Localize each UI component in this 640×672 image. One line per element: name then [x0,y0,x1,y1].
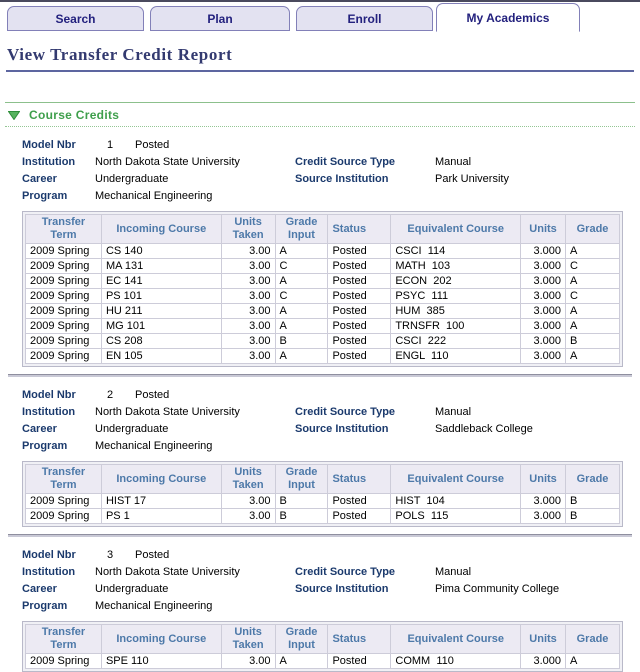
cell: HIST 17 [101,494,221,509]
column-header: Units Taken [221,215,275,244]
column-header: Grade [566,625,620,654]
column-header: Units Taken [221,465,275,494]
cell: CSCI 114 [391,244,521,259]
cell: B [275,494,328,509]
model-posted-status: Posted [135,139,170,151]
cell: 2009 Spring [26,349,102,364]
cell: B [275,509,328,524]
cell: C [566,259,620,274]
institution-label: Institution [22,566,76,578]
table-row [26,654,620,669]
table-row [26,274,620,289]
column-header: Equivalent Course [391,465,521,494]
cell: 2009 Spring [26,654,102,669]
cell: Posted [328,334,391,349]
cell: 3.00 [221,274,275,289]
cell: B [275,334,328,349]
model-posted-status: Posted [135,549,170,561]
cell: Posted [328,319,391,334]
column-header: Incoming Course [101,215,221,244]
program-value: Mechanical Engineering [95,440,213,452]
cell: 3.000 [521,289,566,304]
cell: A [275,654,328,669]
cell: ENGL 110 [391,349,521,364]
cell: 3.00 [221,304,275,319]
cell: PS 101 [101,289,221,304]
tab-bar [0,2,640,32]
transfer-grid-2 [25,464,620,524]
cell: A [566,319,620,334]
model-nbr-label: Model Nbr [22,549,76,561]
cell: 2009 Spring [26,259,102,274]
cell: C [566,289,620,304]
career-value: Undergraduate [95,583,169,595]
cell: Posted [328,349,391,364]
cell: 2009 Spring [26,274,102,289]
cell: 2009 Spring [26,494,102,509]
transfer-grid-3 [25,624,620,669]
career-label: Career [22,173,57,185]
cell: A [275,274,328,289]
section-divider [8,534,632,538]
column-header: Status [328,465,391,494]
tab-label: Search [55,11,96,26]
cell: HIST 104 [391,494,521,509]
cell: Posted [328,289,391,304]
tab-label: Plan [207,11,233,26]
cell: 2009 Spring [26,334,102,349]
model-summary-2 [22,387,640,455]
cell: CS 208 [101,334,221,349]
cell: 3.000 [521,509,566,524]
cell: 3.00 [221,349,275,364]
cell: 3.000 [521,244,566,259]
cell: 3.000 [521,259,566,274]
cell: 3.00 [221,319,275,334]
cell: Posted [328,494,391,509]
credit-source-type-value: Manual [435,406,472,418]
column-header: Units [521,625,566,654]
tab-search[interactable] [7,6,144,31]
source-institution-value: Pima Community College [435,583,560,595]
model-nbr-value: 1 [107,139,114,151]
cell: A [275,304,328,319]
cell: 3.000 [521,334,566,349]
tab-my-academics[interactable] [436,3,580,32]
cell: 2009 Spring [26,319,102,334]
cell: EC 141 [101,274,221,289]
cell: Posted [328,654,391,669]
cell: 2009 Spring [26,244,102,259]
cell: 3.00 [221,509,275,524]
transfer-grid-1 [25,214,620,364]
transfer-grid-box-3 [22,621,623,672]
cell: 3.000 [521,494,566,509]
column-header: Equivalent Course [391,215,521,244]
cell: Posted [328,244,391,259]
model-nbr-label: Model Nbr [22,389,76,401]
column-header: Equivalent Course [391,625,521,654]
source-institution-label: Source Institution [295,173,389,185]
tab-enroll[interactable] [296,6,433,31]
column-header: Units [521,465,566,494]
transfer-grid-box-2 [22,461,623,527]
cell: SPE 110 [101,654,221,669]
cell: HU 211 [101,304,221,319]
model-nbr-label: Model Nbr [22,139,76,151]
course-credits-header [8,108,640,122]
cell: EN 105 [101,349,221,364]
column-header: Incoming Course [101,625,221,654]
credit-source-type-value: Manual [435,156,472,168]
cell: CS 140 [101,244,221,259]
career-label: Career [22,583,57,595]
cell: PS 1 [101,509,221,524]
model-nbr-value: 2 [107,389,114,401]
tab-label: My Academics [466,10,550,25]
table-row [26,349,620,364]
cell: Posted [328,304,391,319]
column-header: Transfer Term [26,625,102,654]
source-institution-label: Source Institution [295,423,389,435]
table-row [26,304,620,319]
page-title: View Transfer Credit Report [7,45,233,64]
cell: 3.00 [221,289,275,304]
cell: TRNSFR 100 [391,319,521,334]
cell: C [275,289,328,304]
credit-source-type-label: Credit Source Type [295,566,396,578]
institution-value: North Dakota State University [95,566,240,578]
table-row [26,509,620,524]
cell: 3.00 [221,334,275,349]
source-institution-label: Source Institution [295,583,389,595]
cell: 3.00 [221,654,275,669]
section-top-rule [5,102,635,103]
cell: 3.00 [221,244,275,259]
cell: B [566,509,620,524]
cell: A [566,304,620,319]
cell: Posted [328,259,391,274]
cell: A [275,244,328,259]
cell: 2009 Spring [26,289,102,304]
cell: COMM 110 [391,654,521,669]
model-posted-status: Posted [135,389,170,401]
institution-label: Institution [22,406,76,418]
model-summary-3 [22,547,640,615]
table-row [26,289,620,304]
cell: MA 131 [101,259,221,274]
table-row [26,259,620,274]
cell: A [275,349,328,364]
cell: 2009 Spring [26,509,102,524]
cell: 3.000 [521,654,566,669]
model-nbr-value: 3 [107,549,114,561]
institution-value: North Dakota State University [95,156,240,168]
column-header: Units [521,215,566,244]
section-title[interactable]: Course Credits [29,108,120,122]
column-header: Transfer Term [26,465,102,494]
cell: 3.000 [521,304,566,319]
cell: C [275,259,328,274]
cell: 3.000 [521,319,566,334]
program-label: Program [22,600,68,612]
career-value: Undergraduate [95,173,169,185]
column-header: Incoming Course [101,465,221,494]
source-institution-value: Park University [435,173,509,185]
career-value: Undergraduate [95,423,169,435]
column-header: Grade Input [275,625,328,654]
career-label: Career [22,423,57,435]
column-header: Status [328,625,391,654]
cell: ECON 202 [391,274,521,289]
section-divider [8,374,632,378]
cell: MG 101 [101,319,221,334]
cell: 3.000 [521,349,566,364]
cell: CSCI 222 [391,334,521,349]
cell: MATH 103 [391,259,521,274]
tab-plan[interactable] [150,6,290,31]
column-header: Status [328,215,391,244]
tab-label: Enroll [347,11,382,26]
credit-source-type-label: Credit Source Type [295,406,396,418]
cell: B [566,334,620,349]
cell: HUM 385 [391,304,521,319]
program-label: Program [22,440,68,452]
table-row [26,494,620,509]
cell: PSYC 111 [391,289,521,304]
cell: A [566,349,620,364]
institution-label: Institution [22,156,76,168]
program-value: Mechanical Engineering [95,600,213,612]
cell: 3.00 [221,494,275,509]
cell: Posted [328,509,391,524]
title-underline [6,70,634,72]
cell: A [566,274,620,289]
transfer-grid-box-1 [22,211,623,367]
model-summary-1 [22,137,640,205]
credit-source-type-label: Credit Source Type [295,156,396,168]
column-header: Grade [566,215,620,244]
cell: POLS 115 [391,509,521,524]
column-header: Transfer Term [26,215,102,244]
column-header: Units Taken [221,625,275,654]
program-value: Mechanical Engineering [95,190,213,202]
cell: 3.000 [521,274,566,289]
table-row [26,319,620,334]
institution-value: North Dakota State University [95,406,240,418]
table-row [26,244,620,259]
cell: A [275,319,328,334]
source-institution-value: Saddleback College [435,423,533,435]
program-label: Program [22,190,68,202]
column-header: Grade Input [275,465,328,494]
cell: 2009 Spring [26,304,102,319]
credit-source-type-value: Manual [435,566,472,578]
column-header: Grade Input [275,215,328,244]
table-row [26,334,620,349]
collapse-triangle-icon[interactable] [8,111,20,120]
section-dotted-rule [5,126,635,127]
column-header: Grade [566,465,620,494]
cell: A [566,654,620,669]
cell: Posted [328,274,391,289]
cell: B [566,494,620,509]
cell: 3.00 [221,259,275,274]
cell: A [566,244,620,259]
